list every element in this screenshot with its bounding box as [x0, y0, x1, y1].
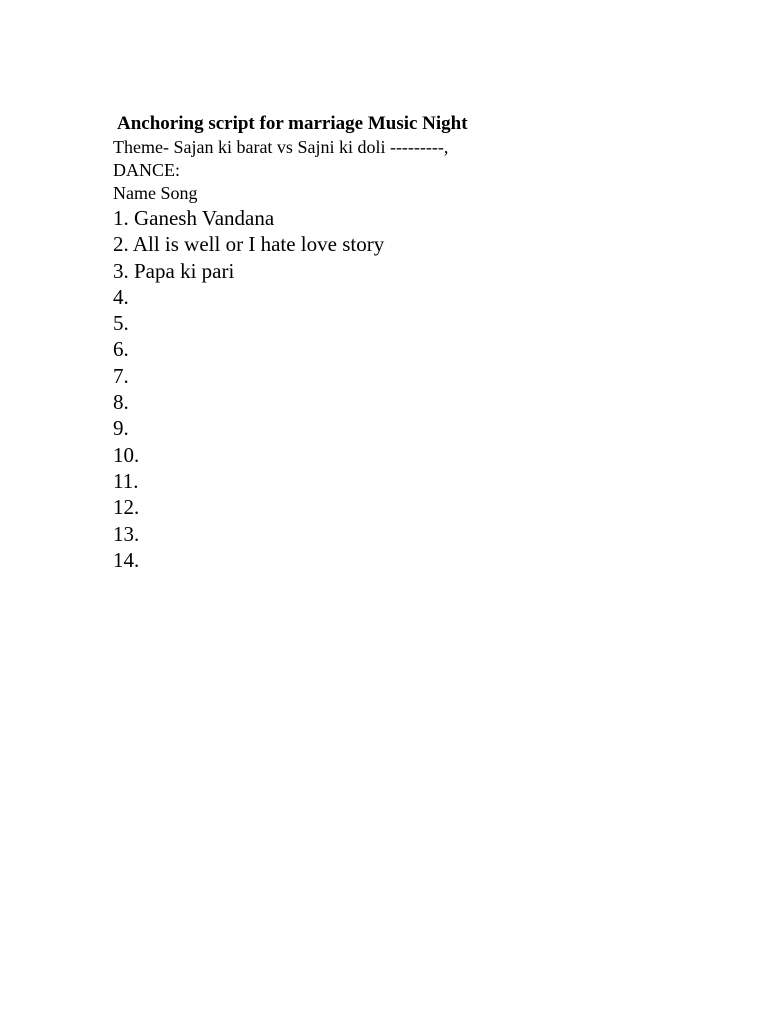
list-item: 14. [113, 547, 140, 572]
list-item: 1. Ganesh Vandana [113, 206, 275, 230]
list-item: 8. [113, 390, 129, 415]
document-title: Anchoring script for marriage Music Night [117, 113, 468, 134]
list-item: 9. [113, 416, 129, 441]
list-item: 6. [113, 337, 129, 362]
list-item: 4. [113, 284, 129, 309]
list-item: 7. [113, 363, 129, 388]
song-list [113, 205, 713, 573]
list-header: Name Song [113, 183, 198, 203]
list-item: 5. [113, 311, 129, 336]
list-item: 3. Papa ki pari [113, 258, 235, 283]
list-item: 2. All is well or I hate love story [113, 232, 385, 257]
theme-line: Theme- Sajan ki barat vs Sajni ki doli ---------, [113, 137, 449, 157]
list-item: 11. [113, 468, 139, 493]
list-item: 13. [113, 521, 140, 546]
list-item: 12. [113, 495, 140, 520]
list-item: 10. [113, 442, 140, 467]
document-body [113, 112, 713, 573]
section-label: DANCE: [113, 160, 180, 180]
